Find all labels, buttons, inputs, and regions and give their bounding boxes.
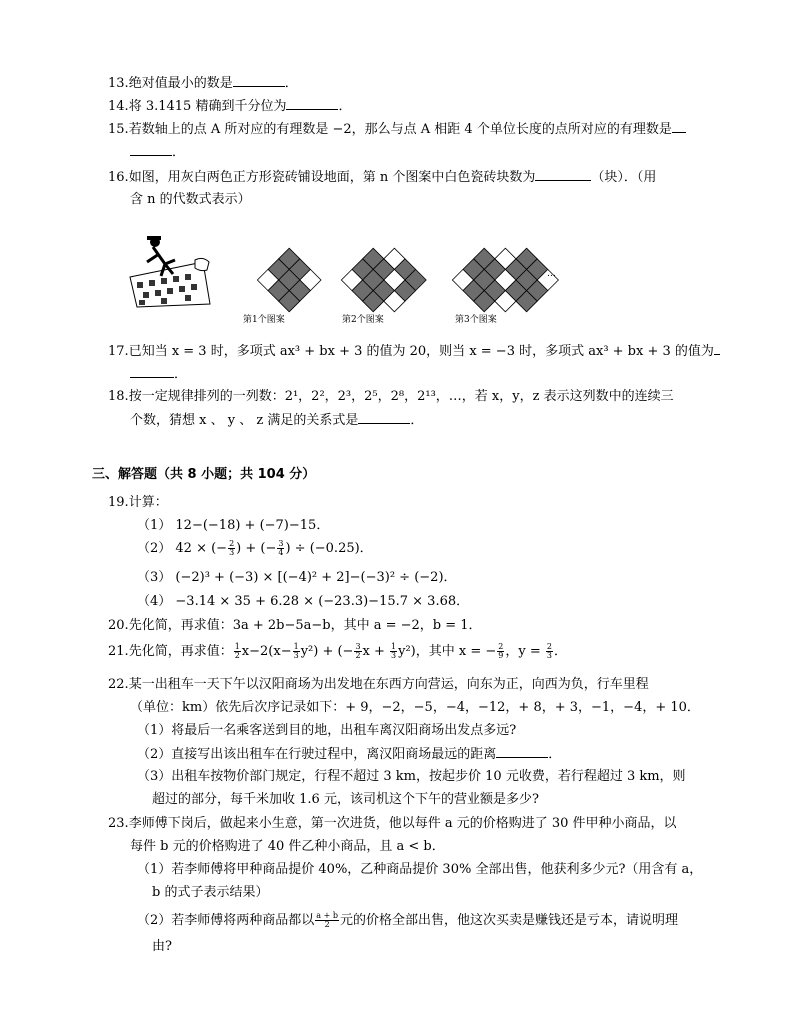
question-17-cont: ．: [130, 365, 187, 384]
fraction: $\frac{a + b}{2}$: [316, 911, 338, 929]
question-22-part-3: （3）出租车按物价部门规定，行程不超过 3 km，按起步价 10 元收费，若行程超过 3 km，则: [137, 769, 686, 784]
pattern-label-2: 第2个图案: [342, 315, 384, 325]
question-18: 18.按一定规律排列的一列数：2¹，2²，2³，2⁵，2⁸，2¹³，…，若 x，y，z 表示这列数中的连续三: [108, 389, 674, 404]
question-23-cont: 每件 b 元的价格购进了 40 件乙种小商品，且 a < b．: [130, 839, 445, 854]
question-14: 14.将 3.1415 精确到千分位为 ．: [108, 99, 352, 114]
question-19-part-4: （4） −3.14 × 35 + 6.28 × (−23.3)−15.7 × 3.68．: [137, 594, 470, 609]
question-23-part-2: （2）若李师傅将两种商品都以 $\frac{a + b}{2}$ 元的价格全部出售，他这次买卖是赚钱还是亏本，请说明理: [137, 911, 678, 929]
answer-blank: [496, 745, 548, 758]
question-21: 21.先化简，再求值： $\frac{1}{2}$ x−2(x− $\frac{1}{3}$ y²) + (− $\frac{3}{2}$ x + $\frac{1}{3}$ y²)，其中 x = − $\frac{2}{9}$ ，y = $\frac{2}{3}$ ．: [108, 642, 567, 660]
question-19-part-3: （3） (−2)³ + (−3) × [(−4)² + 2]−(−3)² ÷ (−2)．: [137, 570, 457, 585]
question-16-cont: 含 n 的代数式表示）: [130, 192, 251, 207]
question-18-cont: 个数，猜想 x 、 y 、 z 满足的关系式是 ．: [130, 413, 424, 428]
pattern-1: [257, 248, 321, 312]
question-19-part-2: （2） 42 × (− $\frac{2}{3}$ ) + (− $\frac{3}{4}$ ) ÷ (−0.25)．: [137, 539, 373, 557]
answer-blank: [233, 74, 285, 87]
fraction: $\frac{2}{3}$: [229, 539, 235, 557]
tile-pattern-figure: [125, 232, 575, 327]
fraction: $\frac{2}{3}$: [546, 642, 552, 660]
pattern-3: [452, 248, 558, 312]
question-19: 19.计算：: [108, 495, 168, 510]
answer-blank: [672, 120, 686, 133]
answer-blank: [535, 168, 591, 181]
question-17: 17.已知当 x = 3 时，多项式 ax³ + bx + 3 的值为 20，则当 x = −3 时，多项式 ax³ + bx + 3 的值为: [108, 342, 720, 361]
question-23-part-1: （1）若李师傅将甲种商品提价 40%，乙种商品提价 30% 全部出售，他获利多少元?（用含有 a，: [137, 862, 703, 877]
question-13: 13.绝对值最小的数是 ．: [108, 76, 298, 91]
pattern-2: [341, 248, 426, 312]
answer-blank: [130, 143, 172, 156]
question-15: 15.若数轴上的点 A 所对应的有理数是 −2，那么与点 A 相距 4 个单位长度的点所对应的有理数是: [108, 120, 686, 139]
question-20: 20.先化简，再求值：3a + 2b−5a−b，其中 a = −2，b = 1．: [108, 618, 482, 633]
question-19-part-1: （1） 12−(−18) + (−7)−15．: [137, 518, 330, 533]
answer-blank: [358, 411, 410, 424]
question-22-part-2: （2）直接写出该出租车在行驶过程中，离汉阳商场最远的距离 ．: [137, 747, 562, 762]
question-22-cont: （单位：km）依先后次序记录如下：+ 9，−2，−5，−4，−12，+ 8，+ 3，−1，−4，+ 10．: [130, 700, 700, 715]
question-23-part-2-cont: 由?: [152, 939, 172, 954]
pattern-label-1: 第1个图案: [243, 315, 285, 325]
answer-blank: [130, 365, 174, 378]
pattern-label-3: 第3个图案: [455, 315, 497, 325]
fraction: $\frac{1}{3}$: [391, 642, 397, 660]
fraction: $\frac{1}{2}$: [234, 642, 240, 660]
answer-blank: [286, 97, 338, 110]
fraction: $\frac{2}{9}$: [498, 642, 504, 660]
question-15-cont: ．: [130, 143, 185, 162]
fraction: $\frac{3}{2}$: [355, 642, 361, 660]
section-title: 三、解答题（共 8 小题；共 104 分）: [92, 467, 316, 482]
question-22: 22.某一出租车一天下午以汉阳商场为出发地在东西方向营运，向东为正，向西为负，行车里程: [108, 677, 649, 692]
fraction: $\frac{1}{3}$: [293, 642, 299, 660]
figure-ellipsis: …: [547, 269, 556, 279]
tile-worker-illustration: [130, 236, 210, 307]
question-22-part-3-cont: 超过的部分，每千米加收 1.6 元，该司机这个下午的营业额是多少?: [152, 792, 539, 807]
question-23: 23.李师傅下岗后，做起来小生意，第一次进货，他以每件 a 元的价格购进了 30 件甲种小商品，以: [108, 816, 677, 831]
question-23-part-1-cont: b 的式子表示结果）: [152, 885, 269, 900]
question-16: 16.如图，用灰白两色正方形瓷砖铺设地面，第 n 个图案中白色瓷砖块数为 （块）．（用: [108, 170, 657, 185]
fraction: $\frac{3}{4}$: [278, 539, 284, 557]
answer-blank: [714, 342, 720, 355]
question-22-part-1: （1）将最后一名乘客送到目的地，出租车离汉阳商场出发点多远?: [137, 723, 517, 738]
